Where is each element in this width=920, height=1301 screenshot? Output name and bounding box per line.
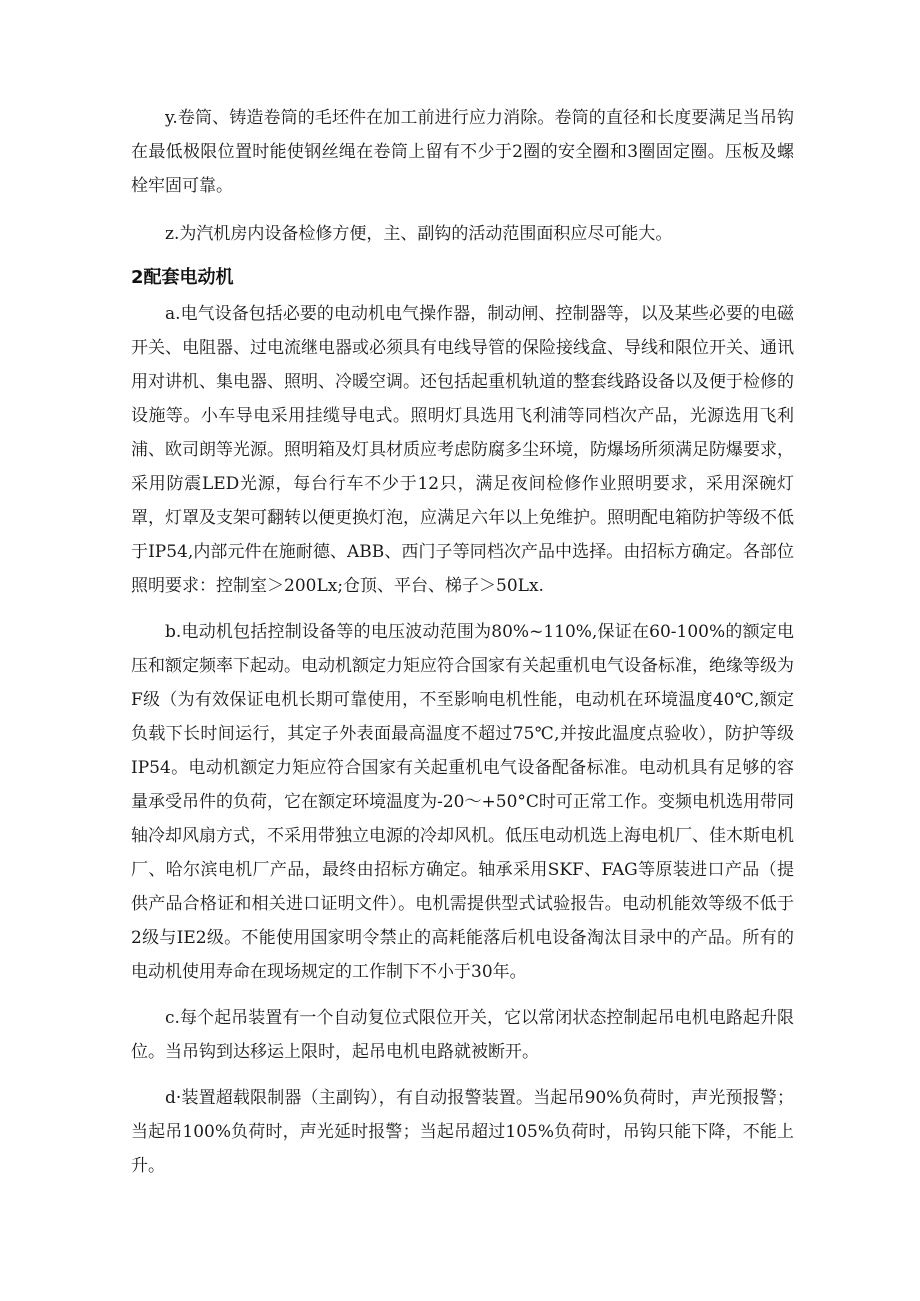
paragraph-z: z.为汽机房内设备检修方便，主、副钩的活动范围面积应尽可能大。 bbox=[165, 224, 673, 244]
paragraph-d: d·装置超载限制器（主副钩），有自动报警装置。当起吊90%负荷时，声光预报警；当起吊100%负荷时，声光延时报警；当起吊超过105%负荷时，吊钩只能下降，不能上升。 bbox=[131, 1088, 794, 1176]
document-body bbox=[131, 101, 794, 1183]
paragraph-y: y.卷筒、铸造卷筒的毛坯件在加工前进行应力消除。卷筒的直径和长度要满足当吊钩在最低极限位置时能使钢丝绳在卷筒上留有不少于2圈的安全圈和3圈固定圈。压板及螺栓牢固可靠。 bbox=[131, 108, 794, 196]
paragraph-b: b.电动机包括控制设备等的电压波动范围为80%~110%,保证在60-100%的额定电压和额定频率下起动。电动机额定力矩应符合国家有关起重机电气设备标准，绝缘等级为F级（为有效保证电机长期可靠使用，不至影响电机性能，电动机在环境温度40℃,额定负载下长时间运行，其定子外表面最高温度不超过75℃,并按此温度点验收），防护等级IP54。电动机额定力矩应符合国家有关起重机电气设备配备标准。电动机具有足够的容量承受吊件的负荷，它在额定环境温度为-20～+50°C时可正常工作。变频电机选用带同轴冷却风扇方式，不采用带独立电源的冷却风机。低压电动机选上海电机厂、佳木斯电机厂、哈尔滨电机厂产品，最终由招标方确定。轴承采用SKF、FAG等原装进口产品（提供产品合格证和相关进口证明文件）。电机需提供型式试验报告。电动机能效等级不低于2级与IE2级。不能使用国家明令禁止的高耗能落后机电设备淘汰目录中的产品。所有的电动机使用寿命在现场规定的工作制下不小于30年。 bbox=[131, 622, 794, 982]
paragraph-c: c.每个起吊装置有一个自动复位式限位开关，它以常闭状态控制起吊电机电路起升限位。当吊钩到达移运上限时，起吊电机电路就被断开。 bbox=[131, 1008, 794, 1062]
section-heading: 2配套电动机 bbox=[131, 267, 234, 288]
paragraph-a: a.电气设备包括必要的电动机电气操作器，制动闸、控制器等，以及某些必要的电磁开关、电阻器、过电流继电器或必须具有电线导管的保险接线盒、导线和限位开关、通讯用对讲机、集电器、照明、冷暖空调。还包括起重机轨道的整套线路设备以及便于检修的设施等。小车导电采用挂缆导电式。照明灯具选用飞利浦等同档次产品，光源选用飞利浦、欧司朗等光源。照明箱及灯具材质应考虑防腐多尘环境，防爆场所须满足防爆要求，采用防震LED光源，每台行车不少于12只，满足夜间检修作业照明要求，采用深碗灯罩，灯罩及支架可翻转以便更换灯泡，应满足六年以上免维护。照明配电箱防护等级不低于IP54,内部元件在施耐德、ABB、西门子等同档次产品中选择。由招标方确定。各部位照明要求：控制室＞200Lx;仓顶、平台、梯子＞50Lx. bbox=[131, 304, 794, 596]
